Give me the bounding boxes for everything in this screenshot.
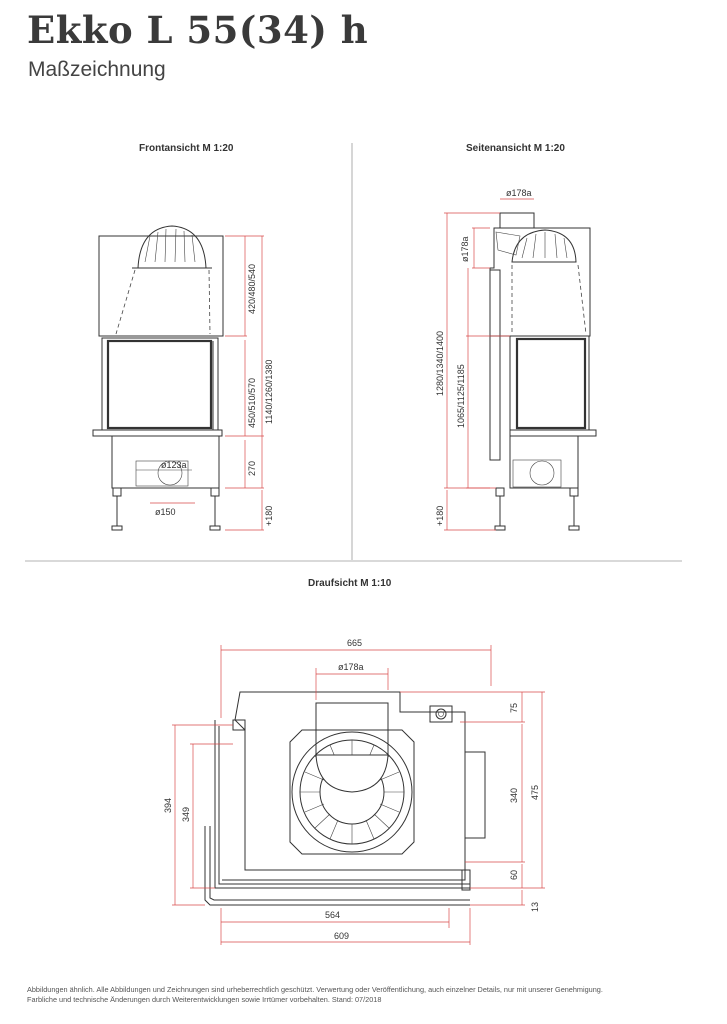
top-609-dim: 609: [334, 931, 350, 941]
fan-housing-icon: [290, 730, 414, 854]
front-glass-dim: 450/510/570: [247, 377, 257, 428]
top-flue-dim: ø178a: [338, 662, 364, 672]
front-total-dim: 1140/1260/1380: [264, 359, 274, 424]
page-subtitle: Maßzeichnung: [28, 58, 166, 81]
top-340-dim: 340: [509, 787, 519, 803]
front-view-drawing: [93, 226, 264, 530]
footer-disclaimer: [27, 985, 707, 1005]
top-view-label: Draufsicht M 1:10: [308, 578, 392, 589]
side-total-dim: 1280/1340/1400: [435, 330, 445, 396]
front-air-dim: ø123a: [161, 460, 187, 470]
front-feet-dim: +180: [264, 505, 274, 526]
footer-line-2: Farbliche und technische Änderungen durch Weiterentwicklungen sowie Irrtümer vorbehalten. Stand: 07/2018: [27, 995, 382, 1004]
top-349-dim: 349: [181, 806, 191, 822]
front-upper-dim: 420/480/540: [247, 263, 257, 314]
burner-dome-icon: [138, 226, 206, 268]
product-title: Ekko L 55(34) h: [27, 8, 369, 52]
top-view-drawing: [172, 645, 545, 945]
front-view-label: Frontansicht M 1:20: [139, 143, 234, 154]
side-flue-top-dim: ø178a: [506, 188, 532, 198]
side-feet-dim: +180: [435, 505, 445, 526]
side-dome-icon: [512, 230, 576, 262]
front-pipe-dim: ø150: [155, 507, 176, 517]
top-13-dim: 13: [530, 901, 540, 912]
top-475-dim: 475: [530, 784, 540, 800]
footer-line-1: Abbildungen ähnlich. Alle Abbildungen und Zeichnungen sind urheberrechtlich geschützt. Verwertung oder Veröffentlichung, auch einzelner Details, nur mit unserer Genehmigung.: [27, 985, 603, 994]
front-base-dim: 270: [247, 460, 257, 476]
top-394-dim: 394: [163, 797, 173, 813]
side-inner-dim: 1065/1125/1185: [456, 364, 466, 428]
top-width-dim: 665: [347, 638, 363, 648]
side-flue-side-dim: ø178a: [460, 236, 470, 262]
top-60-dim: 60: [509, 869, 519, 880]
side-view-label: Seitenansicht M 1:20: [466, 143, 565, 154]
top-75-dim: 75: [509, 702, 519, 713]
top-564-dim: 564: [325, 910, 341, 920]
